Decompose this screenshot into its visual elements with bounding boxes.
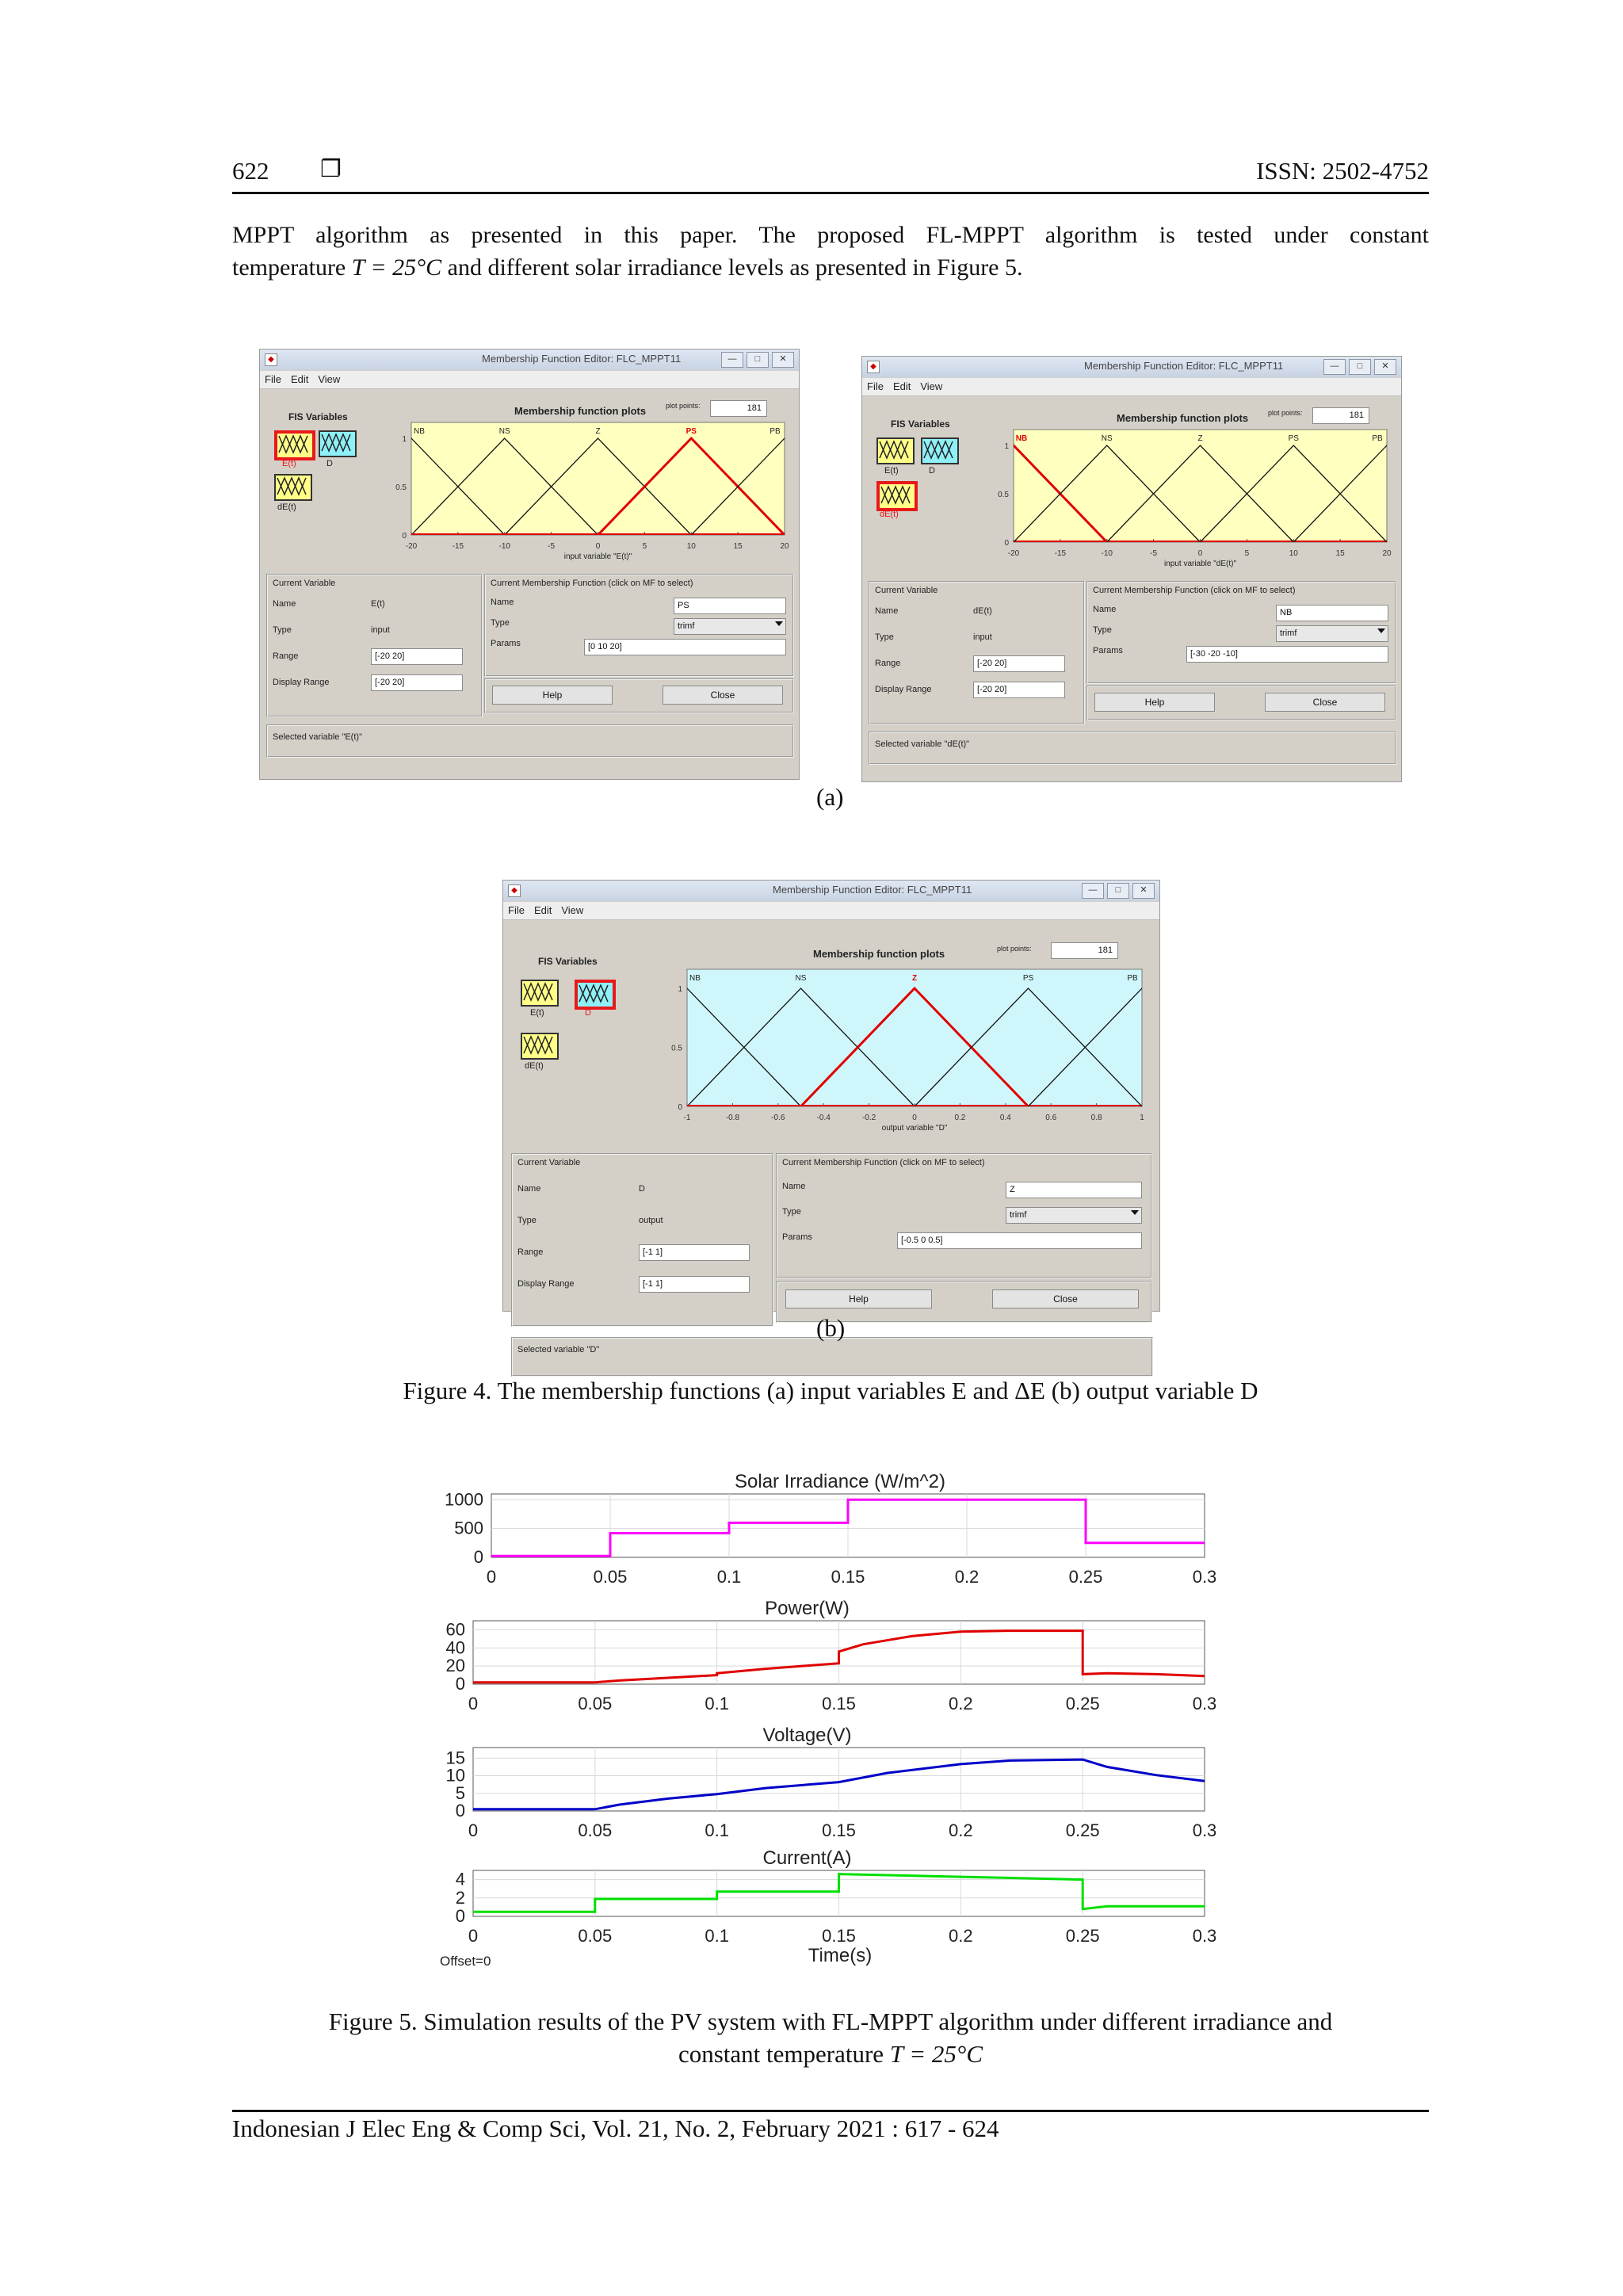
y-tick-label: 40 <box>445 1637 465 1658</box>
cv-type-value: input <box>973 632 992 642</box>
plot-points-label: plot points: <box>997 945 1032 953</box>
x-tick-label: 0.3 <box>1192 1926 1217 1946</box>
help-button[interactable]: Help <box>492 686 613 705</box>
mf-name-label: Name <box>1093 605 1117 614</box>
current-variable-title: Current Variable <box>875 586 938 595</box>
mf-label: PS <box>685 427 697 436</box>
mf-editor-window-e[interactable] <box>259 349 800 780</box>
mf-type-select[interactable] <box>1006 1207 1142 1224</box>
current-variable-title: Current Variable <box>517 1158 581 1167</box>
chevron-down-icon <box>1131 1210 1139 1215</box>
fis-variable-label-d: D <box>585 1008 591 1018</box>
mf-type-value: trimf <box>1280 628 1297 638</box>
cv-range-input[interactable]: [-20 20] <box>973 655 1065 672</box>
mf-label: NB <box>1015 434 1028 443</box>
fis-variable-label-e: E(t) <box>530 1008 544 1018</box>
y-tick-label: 0 <box>455 1906 465 1926</box>
menu-view[interactable]: View <box>318 373 341 385</box>
window-title: Membership Function Editor: FLC_MPPT11 <box>1084 360 1284 372</box>
x-tick-label: 0.15 <box>822 1926 856 1946</box>
status-bar <box>511 1337 1153 1377</box>
plot-points-input[interactable]: 181 <box>1051 942 1118 959</box>
mf-label: Z <box>1197 434 1203 443</box>
mf-type-label: Type <box>1093 625 1112 635</box>
y-tick-label: 0 <box>402 532 407 541</box>
help-button[interactable]: Help <box>785 1289 932 1308</box>
cv-display_range-input[interactable]: [-20 20] <box>371 674 463 691</box>
mf-name-label: Name <box>782 1182 806 1191</box>
cv-display_range-label: Display Range <box>517 1279 575 1289</box>
cv-range-input[interactable]: [-1 1] <box>639 1244 750 1261</box>
y-tick-label: 0 <box>455 1674 465 1694</box>
figure5-caption-line-1: Figure 5. Simulation results of the PV system with FL-MPPT algorithm under different irradiance and <box>328 2008 1333 2035</box>
chevron-down-icon <box>775 621 783 626</box>
current-mf-title: Current Membership Function (click on MF to select) <box>491 579 693 588</box>
button-panel <box>484 678 794 713</box>
y-tick-label: 15 <box>445 1748 465 1768</box>
cv-range-label: Range <box>517 1247 544 1257</box>
subfig-label-a: (a) <box>816 783 844 811</box>
x-tick-label: 0.2 <box>954 1567 980 1587</box>
x-tick-label: -0.2 <box>861 1114 876 1122</box>
window-title: Membership Function Editor: FLC_MPPT11 <box>773 884 972 896</box>
box-icon: ❐ <box>320 155 342 183</box>
current-variable-title: Current Variable <box>273 579 336 588</box>
x-tick-label: 0 <box>486 1567 497 1587</box>
x-tick-label: 0.25 <box>1065 1820 1100 1840</box>
x-tick-label: 0.05 <box>578 1926 613 1946</box>
plot-points-input[interactable]: 181 <box>1312 407 1369 424</box>
x-tick-label: 0.05 <box>578 1820 613 1840</box>
cv-type-value: output <box>639 1216 663 1225</box>
y-tick-label: 0 <box>473 1547 483 1567</box>
math-temperature: T = 25°C <box>889 2040 983 2068</box>
offset-label: Offset=0 <box>440 1954 491 1969</box>
x-tick-label: 0 <box>912 1114 917 1122</box>
menu-edit[interactable]: Edit <box>290 373 309 385</box>
y-tick-label: 500 <box>454 1518 483 1538</box>
matlab-icon: ◆ <box>867 361 880 373</box>
mf-type-value: trimf <box>1010 1210 1027 1220</box>
current-variable-panel <box>266 574 483 717</box>
fis-variable-label-d: D <box>929 466 935 476</box>
y-tick-label: 0.5 <box>671 1044 682 1053</box>
x-tick-label: 0.1 <box>705 1694 729 1713</box>
minimize-button[interactable]: — <box>1323 359 1346 375</box>
status-bar <box>266 724 794 758</box>
cv-range-label: Range <box>273 651 299 661</box>
y-tick-label: 60 <box>445 1619 465 1640</box>
close-button[interactable]: Close <box>992 1289 1139 1308</box>
axis-label: input variable "dE(t)" <box>1163 560 1237 568</box>
plot-points-input[interactable]: 181 <box>710 400 767 417</box>
current-variable-panel <box>511 1153 773 1327</box>
x-tick-label: -5 <box>1150 549 1158 558</box>
x-tick-label: -0.4 <box>816 1114 831 1122</box>
x-tick-label: 10 <box>686 542 696 551</box>
fis-variable-label-e: E(t) <box>282 459 296 468</box>
subplot-title: Voltage(V) <box>762 1725 852 1746</box>
x-tick-label: 0.15 <box>822 1694 856 1713</box>
menu-edit[interactable]: Edit <box>892 380 911 392</box>
x-tick-label: 0.15 <box>831 1567 865 1587</box>
x-tick-label: 0 <box>468 1694 479 1713</box>
y-tick-label: 0 <box>678 1103 682 1112</box>
current-mf-panel <box>1086 581 1396 684</box>
x-tick-label: 0.2 <box>949 1926 973 1946</box>
x-tick-label: 0.2 <box>949 1820 973 1840</box>
maximize-button[interactable]: □ <box>747 352 769 368</box>
x-tick-label: 0 <box>468 1820 479 1840</box>
x-tick-label: -1 <box>683 1114 691 1122</box>
y-tick-label: 1 <box>678 985 682 994</box>
mf-editor-window-d[interactable] <box>502 880 1160 1354</box>
x-tick-label: -15 <box>452 542 464 551</box>
x-tick-label: -10 <box>498 542 510 551</box>
x-tick-label: 0.4 <box>999 1114 1011 1122</box>
issn: ISSN: 2502-4752 <box>1256 157 1429 185</box>
minimize-button[interactable]: — <box>1082 883 1104 899</box>
x-tick-label: -5 <box>548 542 556 551</box>
x-tick-label: -10 <box>1101 549 1113 558</box>
footer-rule <box>232 2110 1429 2112</box>
axis-label: output variable "D" <box>881 1124 948 1133</box>
cv-display_range-label: Display Range <box>875 685 932 694</box>
mf-name-input[interactable]: NB <box>1276 605 1388 621</box>
cv-name-value: dE(t) <box>973 606 992 616</box>
subplot-1 <box>446 1598 1217 1713</box>
fis-variables-label: FIS Variables <box>538 956 598 967</box>
menu-edit[interactable]: Edit <box>533 904 552 916</box>
cv-range-input[interactable]: [-20 20] <box>371 648 463 665</box>
subplot-title: Current(A) <box>762 1847 852 1869</box>
x-tick-label: 0.1 <box>705 1820 729 1840</box>
current-mf-title: Current Membership Function (click on MF to select) <box>782 1158 985 1167</box>
intro-line-2 <box>232 251 1429 284</box>
help-button[interactable]: Help <box>1094 693 1215 712</box>
y-tick-label: 0 <box>455 1801 465 1820</box>
minimize-button[interactable]: — <box>721 352 743 368</box>
x-tick-label: 0.2 <box>954 1114 966 1122</box>
y-tick-label: 5 <box>455 1782 465 1803</box>
x-tick-label: 5 <box>642 542 647 551</box>
cv-name-label: Name <box>517 1184 541 1194</box>
x-tick-label: 0.25 <box>1068 1567 1103 1587</box>
mf-label: NS <box>795 974 807 983</box>
intro-text: temperature <box>232 254 352 281</box>
caption-text: constant temperature <box>678 2040 890 2068</box>
x-tick-label: 0.25 <box>1065 1926 1100 1946</box>
x-tick-label: 1 <box>1140 1114 1144 1122</box>
y-tick-label: 4 <box>455 1869 465 1889</box>
cv-name-value: E(t) <box>371 599 385 609</box>
close-window-button[interactable]: ✕ <box>1132 883 1155 899</box>
current-mf-panel <box>484 574 794 677</box>
cv-name-label: Name <box>875 606 899 616</box>
mf-params-input[interactable]: [-30 -20 -10] <box>1186 646 1388 663</box>
close-button[interactable]: Close <box>1265 693 1385 712</box>
math-temperature: T = 25°C <box>351 254 442 281</box>
close-window-button[interactable]: ✕ <box>772 352 794 368</box>
intro-paragraph <box>232 219 1429 284</box>
x-tick-label: 5 <box>1244 549 1250 558</box>
current-mf-panel <box>776 1153 1152 1278</box>
subplot-2 <box>446 1725 1217 1840</box>
cv-type-label: Type <box>273 625 292 635</box>
subplot-title: Solar Irradiance (W/m^2) <box>735 1471 945 1492</box>
x-tick-label: 0.25 <box>1065 1694 1100 1713</box>
figure5-caption <box>232 2005 1429 2070</box>
status-text: Selected variable "dE(t)" <box>875 739 970 749</box>
header-rule <box>232 192 1429 194</box>
y-tick-label: 2 <box>455 1887 465 1908</box>
subplot-3 <box>456 1847 1217 1946</box>
intro-line-1: MPPT algorithm as presented in this paper. The proposed FL-MPPT algorithm is tested under constant <box>232 222 1429 248</box>
y-tick-label: 0.5 <box>998 491 1009 499</box>
y-tick-label: 10 <box>445 1765 465 1786</box>
x-tick-label: -20 <box>405 542 418 551</box>
cv-range-label: Range <box>875 659 901 668</box>
mf-label: Z <box>595 427 601 436</box>
cv-type-label: Type <box>875 632 894 642</box>
y-tick-label: 0 <box>1004 539 1009 548</box>
close-button[interactable]: Close <box>663 686 783 705</box>
maximize-button[interactable]: □ <box>1349 359 1371 375</box>
y-tick-label: 1000 <box>445 1489 483 1510</box>
mf-params-input[interactable]: [-0.5 0 0.5] <box>897 1232 1142 1249</box>
mf-type-select[interactable] <box>674 618 786 635</box>
y-tick-label: 1 <box>402 435 407 444</box>
x-tick-label: 0.6 <box>1045 1114 1057 1122</box>
x-tick-label: 0 <box>468 1926 479 1946</box>
fis-variable-label-de: dE(t) <box>880 510 899 519</box>
current-variable-panel <box>869 581 1085 724</box>
y-tick-label: 0.5 <box>395 483 407 492</box>
time-axis-label: Time(s) <box>808 1945 873 1966</box>
figure5-caption-line-2 <box>232 2038 1429 2070</box>
y-tick-label: 1 <box>1004 442 1009 451</box>
maximize-button[interactable]: □ <box>1107 883 1129 899</box>
mf-label: PS <box>1288 434 1299 443</box>
mf-label: PS <box>1022 974 1034 983</box>
status-bar <box>869 732 1396 765</box>
mf-editor-window-de[interactable] <box>861 356 1402 782</box>
cv-name-label: Name <box>273 599 296 609</box>
mf-type-label: Type <box>491 618 510 628</box>
menu-view[interactable]: View <box>920 380 943 392</box>
mf-label: Z <box>911 974 918 983</box>
fis-variables-label: FIS Variables <box>288 411 348 422</box>
cv-type-value: input <box>371 625 390 635</box>
mf-label: PB <box>1127 974 1138 983</box>
status-text: Selected variable "D" <box>517 1345 600 1354</box>
mf-label: NS <box>1101 434 1113 443</box>
x-tick-label: 0.8 <box>1090 1114 1102 1122</box>
status-text: Selected variable "E(t)" <box>273 732 362 742</box>
mf-type-value: trimf <box>678 621 695 631</box>
mf-label: PB <box>1372 434 1383 443</box>
x-tick-label: 0.3 <box>1192 1694 1217 1713</box>
mf-params-label: Params <box>782 1232 812 1242</box>
plot-points-label: plot points: <box>666 402 701 410</box>
cv-display_range-input[interactable]: [-20 20] <box>973 682 1065 698</box>
cv-name-value: D <box>639 1184 645 1194</box>
x-tick-label: -15 <box>1054 549 1067 558</box>
x-tick-label: 0.05 <box>593 1567 628 1587</box>
figure5-chart <box>428 1466 1220 1981</box>
x-tick-label: -0.6 <box>771 1114 785 1122</box>
x-tick-label: 0.1 <box>705 1926 729 1946</box>
x-tick-label: 0.1 <box>716 1567 742 1587</box>
mf-params-label: Params <box>491 639 521 648</box>
plot-title: Membership function plots <box>1117 412 1249 424</box>
close-window-button[interactable]: ✕ <box>1374 359 1396 375</box>
intro-text: and different solar irradiance levels as presented in Figure 5. <box>441 254 1023 281</box>
mf-type-label: Type <box>782 1207 801 1217</box>
cv-display_range-label: Display Range <box>273 678 330 687</box>
menu-file[interactable]: File <box>508 904 525 916</box>
fis-variable-label-e: E(t) <box>884 466 899 476</box>
mf-params-label: Params <box>1093 646 1123 655</box>
x-tick-label: 0.15 <box>822 1820 856 1840</box>
x-tick-label: -0.8 <box>725 1114 740 1122</box>
mf-label: PB <box>769 427 781 436</box>
current-mf-title: Current Membership Function (click on MF to select) <box>1093 586 1296 595</box>
button-panel <box>1086 686 1396 720</box>
mf-name-label: Name <box>491 598 514 607</box>
x-tick-label: 0 <box>595 542 601 551</box>
axis-label: input variable "E(t)" <box>563 552 632 561</box>
subplot-title: Power(W) <box>765 1598 850 1619</box>
subplot-0 <box>445 1471 1216 1587</box>
mf-type-select[interactable] <box>1276 625 1388 642</box>
fis-variable-label-de: dE(t) <box>277 502 296 512</box>
matlab-icon: ◆ <box>265 353 277 366</box>
fis-variables-label: FIS Variables <box>891 418 950 430</box>
x-tick-label: 0.3 <box>1192 1567 1217 1587</box>
x-tick-label: 0.3 <box>1192 1820 1217 1840</box>
matlab-icon: ◆ <box>508 884 521 897</box>
menu-file[interactable]: File <box>265 373 281 385</box>
plot-title: Membership function plots <box>514 405 647 417</box>
x-tick-label: 20 <box>1382 549 1392 558</box>
fis-variable-label-de: dE(t) <box>525 1061 544 1071</box>
menu-file[interactable]: File <box>867 380 884 392</box>
cv-display_range-input[interactable]: [-1 1] <box>639 1276 750 1293</box>
mf-label: NS <box>498 427 510 436</box>
fis-variable-label-d: D <box>327 459 333 468</box>
menu-view[interactable]: View <box>561 904 584 916</box>
x-tick-label: 15 <box>733 542 743 551</box>
mf-name-input[interactable]: Z <box>1006 1182 1142 1198</box>
mf-params-input[interactable]: [0 10 20] <box>584 639 786 655</box>
plot-points-label: plot points: <box>1268 409 1303 417</box>
x-tick-label: 15 <box>1335 549 1345 558</box>
cv-type-label: Type <box>517 1216 537 1225</box>
figure4-caption: Figure 4. The membership functions (a) input variables E and ΔE (b) output variable D <box>403 1377 1258 1404</box>
x-tick-label: 0 <box>1197 549 1203 558</box>
x-tick-label: 20 <box>780 542 789 551</box>
x-tick-label: 0.05 <box>578 1694 613 1713</box>
x-tick-label: 0.2 <box>949 1694 973 1713</box>
mf-name-input[interactable]: PS <box>674 598 786 614</box>
mf-label: NB <box>689 974 701 983</box>
plot-title: Membership function plots <box>813 948 945 960</box>
x-tick-label: -20 <box>1007 549 1020 558</box>
mf-label: NB <box>414 427 425 436</box>
chevron-down-icon <box>1377 628 1385 633</box>
journal-footer: Indonesian J Elec Eng & Comp Sci, Vol. 21, No. 2, February 2021 : 617 - 624 <box>232 2115 999 2142</box>
window-title: Membership Function Editor: FLC_MPPT11 <box>482 353 682 365</box>
x-tick-label: 10 <box>1289 549 1298 558</box>
subfig-label-b: (b) <box>816 1314 846 1342</box>
y-tick-label: 20 <box>445 1656 465 1676</box>
page-number: 622 <box>232 157 269 185</box>
